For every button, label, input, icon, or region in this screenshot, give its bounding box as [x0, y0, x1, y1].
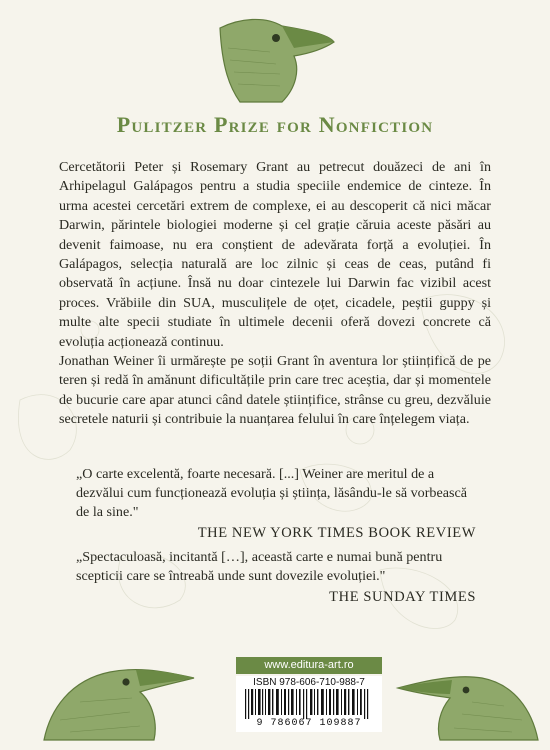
quote-text: „Spectaculoasă, incitantă […], această carte e numai bună pentru scepticii care se întreabă unde sunt dovezile evoluției." [76, 549, 443, 584]
quote-source: THE NEW YORK TIMES BOOK REVIEW [197, 525, 476, 541]
finch-head-right-icon [392, 640, 542, 745]
finch-head-icon [210, 8, 340, 108]
description-paragraph: Jonathan Weiner îi urmărește pe soții Grant în aventura lor științifică de pe teren și redă în amănunt dificultățile prin care trec aceștia, dar și momentele de bucurie care apar atunci când datele științifice, strânse cu greu, dezvăluie secretele naturii și contribuie la nuanțarea felului în care înțelegem viața. [59, 353, 491, 428]
barcode [236, 676, 382, 732]
publisher-website[interactable]: www.editura-art.ro [236, 657, 382, 674]
description-paragraph: Cercetătorii Peter și Rosemary Grant au petrecut douăzeci de ani în Arhipelagul Galápagos pentru a studia speciile endemice de cinteze. În urma acestei cercetări extrem de complexe, ei au descoperit că nici măcar Darwin, părintele biologiei moderne și cel grație căruia aceste păsări au devenit faimoase, nu era conștient de adevărata forță a evoluției. În Galápagos, selecția naturală are loc zilnic și ceas de ceas, putând fi observată în acțiune. Însă nu doar cintezele lui Darwin fac vizibil acest proces. Vrăbiile din SUA, musculițele de oțet, cicadele, peștii guppy și multe alte specii studiate în ultimele decenii oferă dovezi concrete că evoluția acționează continuu. [59, 159, 491, 350]
review-quote [76, 548, 476, 606]
barcode-digits: 9 786067 109887 [256, 718, 362, 729]
isbn-label: ISBN 978-606-710-988-7 [253, 677, 365, 688]
quote-text: „O carte excelentă, foarte necesară. [...] Weiner are meritul de a dezvălui cum funcționează evoluția și știința, lăsându-le să vorbească de la sine." [76, 466, 467, 520]
description-text [59, 158, 491, 430]
barcode-bars [241, 689, 377, 719]
review-quote [76, 465, 476, 542]
finch-head-left-icon [40, 640, 200, 745]
quote-source: THE SUNDAY TIMES [329, 589, 476, 605]
page-title: Pulitzer Prize for Nonfiction [116, 112, 434, 137]
